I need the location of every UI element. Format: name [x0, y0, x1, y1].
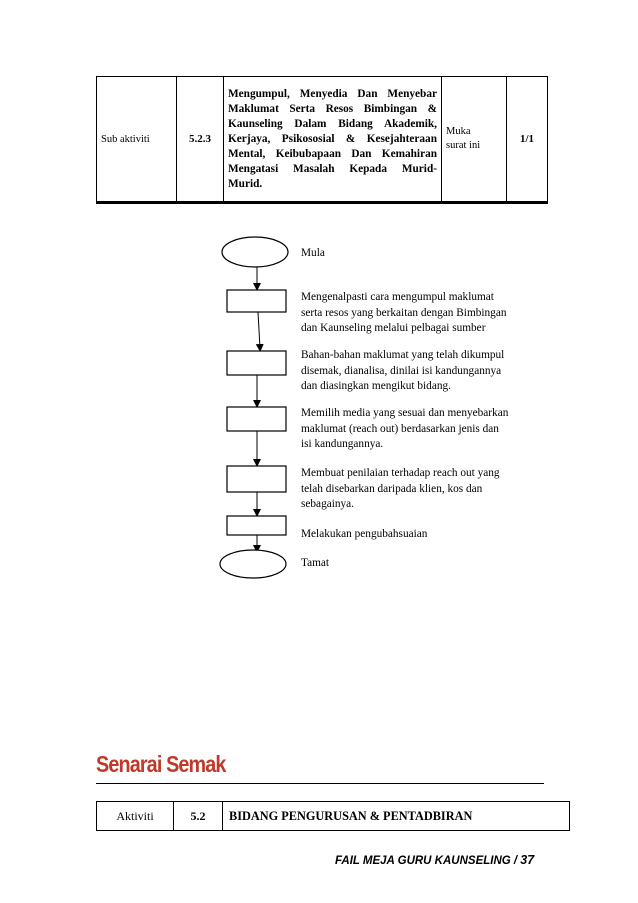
step-description — [301, 406, 551, 453]
step-line: Memilih media yang sesuai dan menyebarkan — [301, 407, 509, 419]
end-terminal — [220, 550, 286, 578]
page-number: 37 — [520, 853, 535, 867]
step-line: Mengenalpasti cara mengumpul maklumat — [301, 291, 494, 303]
step-description — [301, 348, 551, 395]
step-line: telah disebarkan daripada klien, kos dan — [301, 482, 483, 495]
section-divider — [96, 783, 544, 784]
step-line: Membuat penilaian terhadap reach out yang — [301, 467, 500, 479]
step-line: Bahan-bahan maklumat yang telah dikumpul — [301, 349, 505, 361]
step-line: dan Kaunseling melalui pelbagai sumber — [301, 322, 486, 334]
sub-activity-label: Sub aktiviti — [97, 77, 177, 202]
flow-arrow — [258, 312, 260, 348]
start-terminal — [222, 237, 288, 267]
process-box — [227, 351, 286, 375]
step-line: dan diasingkan mengikut bidang. — [301, 380, 451, 392]
title-line: Keibubapaan Dan Kemahiran — [275, 147, 438, 160]
step-description — [301, 527, 551, 543]
process-box — [227, 516, 286, 535]
title-line: Bimbingan & Kaunseling Dalam — [228, 102, 437, 130]
page-value: 1/1 — [507, 77, 548, 202]
step-line: sebagainya. — [301, 498, 355, 510]
process-box — [227, 407, 286, 431]
step-description — [301, 290, 551, 337]
step-line: disemak, dianalisa, dinilai isi kandungannya — [301, 364, 502, 377]
process-box — [227, 290, 286, 312]
step-description — [301, 466, 551, 513]
page-label-line: Muka — [446, 126, 471, 137]
activity-label: Aktiviti — [97, 802, 174, 831]
activity-title: BIDANG PENGURUSAN & PENTADBIRAN — [223, 802, 570, 831]
title-line: Psikososial & Kesejahteraan Mental, — [228, 132, 437, 160]
activity-table — [96, 801, 570, 831]
title-line: Bidang Akademik, Kerjaya, — [228, 117, 438, 145]
section-title: Senarai Semak — [96, 751, 226, 777]
page-label-line: surat ini — [446, 140, 481, 151]
end-label: Tamat — [301, 557, 330, 569]
title-line: Mengatasi Masalah Kepada Murid- — [228, 162, 437, 175]
footer-text: FAIL MEJA GURU KAUNSELING / — [335, 855, 521, 867]
title-line: Murid. — [228, 177, 263, 190]
title-line: Mengumpul, Menyedia Dan — [228, 87, 378, 100]
start-label: Mula — [301, 247, 325, 259]
step-line: maklumat (reach out) berdasarkan jenis dan — [301, 422, 499, 435]
title-line: Menyebar Maklumat Serta Resos — [228, 87, 437, 115]
activity-code: 5.2 — [174, 802, 223, 831]
process-box — [227, 466, 286, 492]
step-line: isi kandungannya. — [301, 438, 384, 450]
step-line: Melakukan pengubahsuaian — [301, 528, 428, 540]
step-line: serta resos yang berkaitan dengan Bimbingan — [301, 306, 507, 319]
page-footer — [335, 853, 534, 867]
sub-activity-code: 5.2.3 — [177, 77, 224, 202]
